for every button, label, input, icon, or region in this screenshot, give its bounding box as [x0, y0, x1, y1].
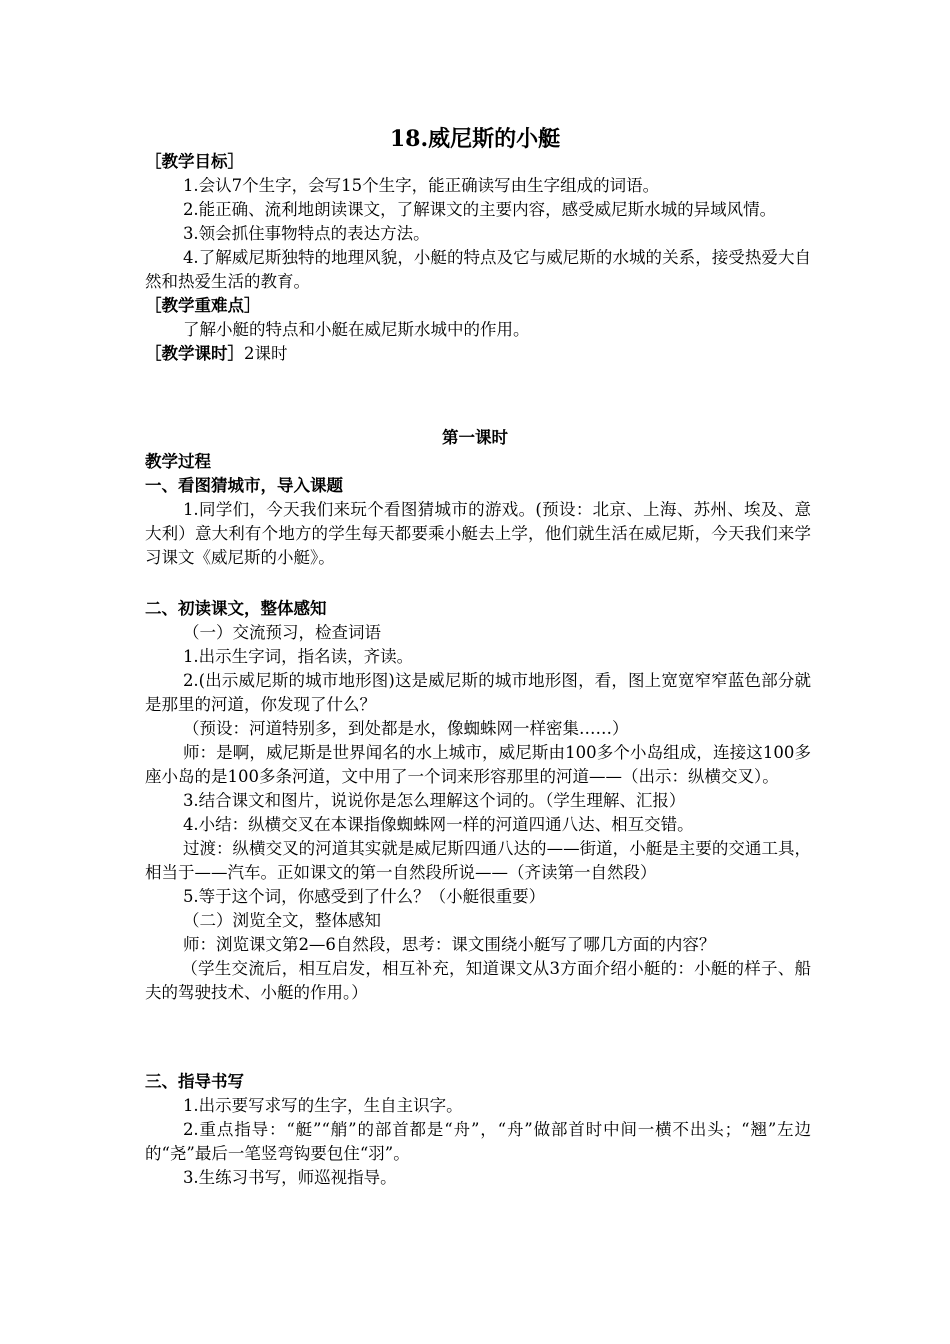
section1-heading: 一、看图猜城市，导入课题	[145, 476, 343, 495]
section3-para-1: 1.出示要写求写的生字，生自主识字。	[182, 1096, 463, 1115]
goal-item-4: 4.了解威尼斯独特的地理风貌，小艇的特点及它与威尼斯的水城的关系，接受热爱大自然和热爱生活的教育。	[145, 248, 811, 291]
section2-heading: 二、初读课文，整体感知	[145, 599, 327, 618]
section2-para-7: 4.小结：纵横交叉在本课指像蜘蛛网一样的河道四通八达、相互交错。	[182, 815, 694, 834]
lesson-title: 18.威尼斯的小艇	[389, 126, 561, 152]
section2-para-9: 5.等于这个词，你感受到了什么？（小艇很重要）	[182, 887, 546, 906]
section2-para-10: （二）浏览全文，整体感知	[182, 911, 381, 930]
key-points-text: 了解小艇的特点和小艇在威尼斯水城中的作用。	[182, 320, 530, 339]
section2-para-12: （学生交流后，相互启发，相互补充，知道课文从3方面介绍小艇的：小艇的样子、船夫的驾驶技术、小艇的作用。）	[145, 959, 811, 1002]
class-hours-line	[145, 342, 811, 366]
section2-para-4: （预设：河道特别多，到处都是水，像蜘蛛网一样密集……）	[182, 719, 629, 738]
goals-heading: ［教学目标］	[145, 152, 244, 171]
key-points-heading: ［教学重难点］	[145, 296, 261, 315]
section2-para-6: 3.结合课文和图片，说说你是怎么理解这个词的。（学生理解、汇报）	[182, 791, 686, 810]
section2-para-1: （一）交流预习，检查词语	[182, 623, 381, 642]
section2-para-8: 过渡：纵横交叉的河道其实就是威尼斯四通八达的——街道，小艇是主要的交通工具，相当于——汽车。正如课文的第一自然段所说——（齐读第一自然段）	[145, 839, 811, 882]
goal-item-3: 3.领会抓住事物特点的表达方法。	[182, 224, 430, 243]
section2-para-5: 师：是啊，威尼斯是世界闻名的水上城市，威尼斯由100多个小岛组成，连接这100多座小岛的是100多条河道，文中用了一个词来形容那里的河道——（出示：纵横交叉）。	[145, 743, 811, 786]
section1	[145, 450, 811, 570]
process-heading: 教学过程	[145, 452, 211, 471]
section3-para-3: 3.生练习书写，师巡视指导。	[182, 1168, 397, 1187]
section2-para-2: 1.出示生字词，指名读，齐读。	[182, 647, 414, 666]
section3-heading: 三、指导书写	[145, 1072, 244, 1091]
lesson1-heading: 第一课时	[442, 428, 508, 447]
section2-para-11: 师：浏览课文第2—6自然段，思考：课文围绕小艇写了哪几方面的内容？	[182, 935, 716, 954]
section1-para-1: 1.同学们，今天我们来玩个看图猜城市的游戏。(预设：北京、上海、苏州、埃及、意大利）意大利有个地方的学生每天都要乘小艇去上学，他们就生活在威尼斯，今天我们来学习课文《威尼斯的小艇》。	[145, 500, 811, 567]
class-hours-heading: ［教学课时］	[145, 344, 244, 363]
goal-item-2: 2.能正确、流利地朗读课文，了解课文的主要内容，感受威尼斯水城的异域风情。	[182, 200, 777, 219]
section2	[145, 597, 811, 1005]
class-hours-value: 2课时	[244, 344, 288, 363]
section3	[145, 1070, 811, 1190]
goals-section	[145, 150, 811, 366]
section3-para-2: 2.重点指导：“艇”“艄”的部首都是“舟”，“舟”做部首时中间一横不出头；“翘”左边的“尧”最后一笔竖弯钩要包住“羽”。	[145, 1120, 811, 1163]
section2-para-3: 2.(出示威尼斯的城市地形图)这是威尼斯的城市地形图，看，图上宽宽窄窄蓝色部分就是那里的河道，你发现了什么？	[145, 671, 811, 714]
goal-item-1: 1.会认7个生字，会写15个生字，能正确读写由生字组成的词语。	[182, 176, 660, 195]
